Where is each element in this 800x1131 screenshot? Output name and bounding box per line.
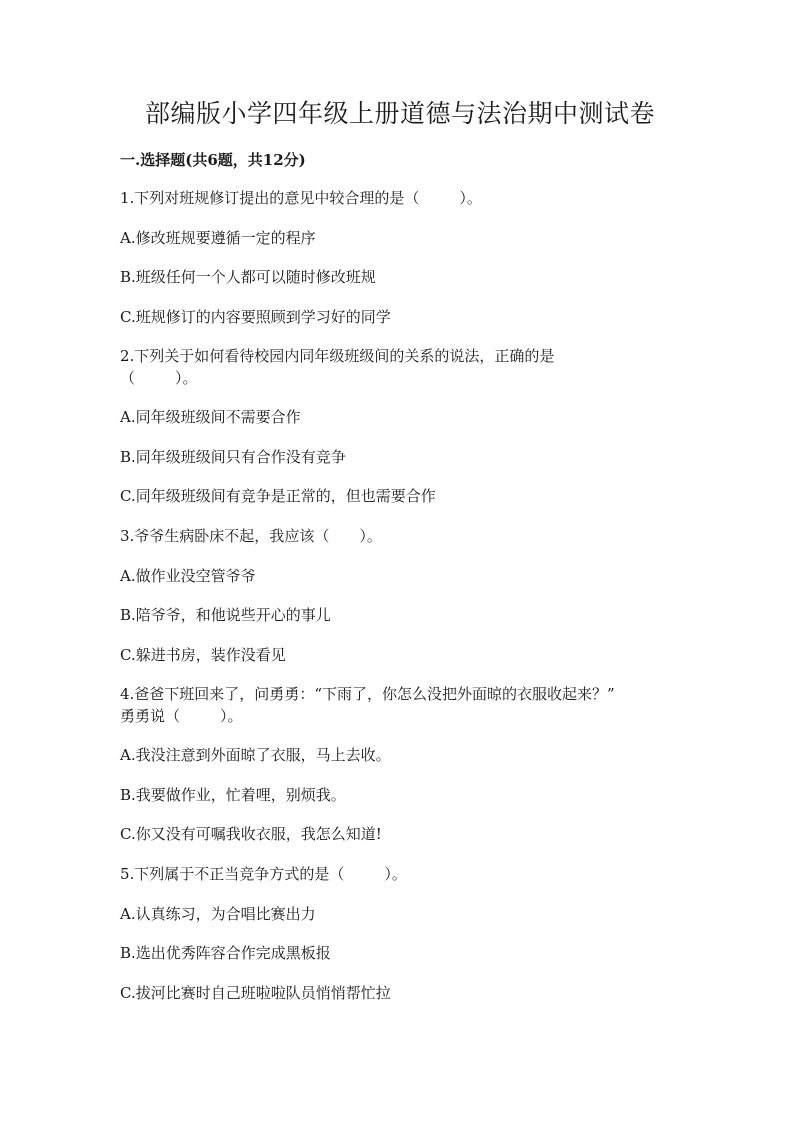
question-3-option-b: B.陪爷爷，和他说些开心的事儿 <box>120 606 331 624</box>
question-4-option-a: A.我没注意到外面晾了衣服，马上去收。 <box>120 746 391 764</box>
question-4-stem: 4.爸爸下班回来了，问勇勇：“下雨了，你怎么没把外面晾的衣服收起来？” <box>120 685 615 703</box>
question-1-option-a: A.修改班规要遵循一定的程序 <box>120 229 316 247</box>
question-2-option-a: A.同年级班级间不需要合作 <box>120 408 301 426</box>
question-5-option-c: C.拔河比赛时自己班啦啦队员悄悄帮忙拉 <box>120 984 391 1002</box>
question-3-stem: 3.爷爷生病卧床不起，我应该（ ）。 <box>120 527 382 545</box>
question-4-stem-cont: 勇勇说（ ）。 <box>120 707 243 725</box>
question-4-option-b: B.我要做作业，忙着哩，别烦我。 <box>120 786 346 804</box>
question-2-stem-cont: （ ）。 <box>120 369 198 387</box>
question-2-option-c: C.同年级班级间有竞争是正常的，但也需要合作 <box>120 487 436 505</box>
question-3-option-a: A.做作业没空管爷爷 <box>120 567 256 585</box>
question-5-option-a: A.认真练习，为合唱比赛出力 <box>120 905 316 923</box>
section-heading: 一.选择题(共6题，共12分) <box>120 151 306 169</box>
question-5-option-b: B.选出优秀阵容合作完成黑板报 <box>120 944 331 962</box>
question-2-option-b: B.同年级班级间只有合作没有竞争 <box>120 448 346 466</box>
question-2-stem: 2.下列关于如何看待校园内同年级班级间的关系的说法，正确的是 <box>120 347 555 365</box>
question-1-option-b: B.班级任何一个人都可以随时修改班规 <box>120 268 376 286</box>
question-4-option-c: C.你又没有可嘱我收衣服，我怎么知道! <box>120 825 382 843</box>
question-3-option-c: C.躲进书房，装作没看见 <box>120 646 286 664</box>
question-5-stem: 5.下列属于不正当竞争方式的是（ ）。 <box>120 865 407 883</box>
question-1-stem: 1.下列对班规修订提出的意见中较合理的是（ ）。 <box>120 189 482 207</box>
question-1-option-c: C.班规修订的内容要照顾到学习好的同学 <box>120 308 391 326</box>
exam-title: 部编版小学四年级上册道德与法治期中测试卷 <box>144 99 655 128</box>
